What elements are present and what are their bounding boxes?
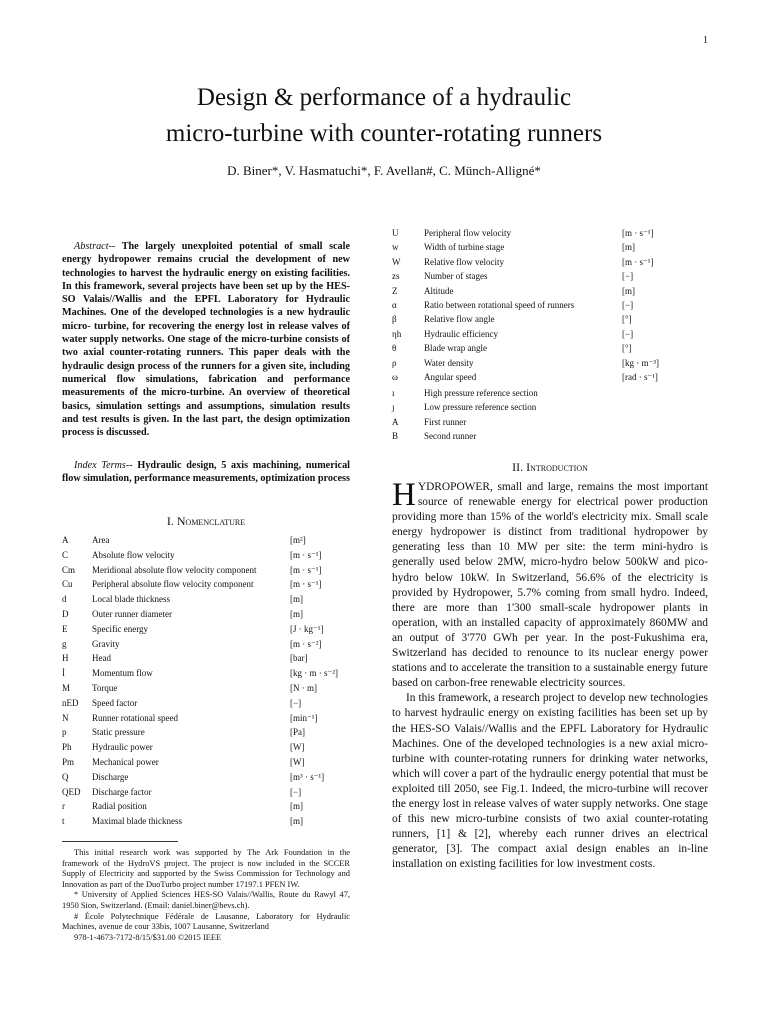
nomenclature-unit: [rad · s⁻¹] bbox=[622, 372, 658, 382]
nomenclature-symbol: ı bbox=[392, 388, 395, 398]
nomenclature-description: Torque bbox=[92, 683, 118, 693]
nomenclature-symbol: A bbox=[62, 535, 69, 545]
nomenclature-unit: [m] bbox=[290, 594, 303, 605]
nomenclature-unit: [m] bbox=[290, 816, 303, 827]
nomenclature-unit: [m · s⁻¹] bbox=[622, 228, 654, 238]
nomenclature-row bbox=[62, 651, 350, 666]
nomenclature-unit: [min⁻¹] bbox=[290, 712, 318, 723]
nomenclature-description: Second runner bbox=[424, 431, 477, 442]
nomenclature-row bbox=[392, 327, 708, 342]
nomenclature-row bbox=[392, 284, 708, 299]
nomenclature-description: Maximal blade thickness bbox=[92, 816, 182, 827]
nomenclature-unit: [m · s⁻¹] bbox=[622, 256, 654, 267]
nomenclature-row bbox=[392, 269, 708, 284]
nomenclature-symbol: Cm bbox=[62, 564, 76, 575]
nomenclature-row bbox=[62, 725, 350, 740]
nomenclature-unit: [−] bbox=[622, 328, 634, 339]
paper-title bbox=[0, 80, 768, 152]
nomenclature-symbol: α bbox=[392, 300, 397, 310]
nomenclature-unit: [bar] bbox=[290, 653, 308, 664]
abstract-label: Abstract-- bbox=[74, 241, 116, 252]
nomenclature-row bbox=[62, 755, 350, 770]
nomenclature-symbol: U bbox=[392, 228, 399, 238]
nomenclature-description: Low pressure reference section bbox=[424, 402, 537, 413]
nomenclature-unit: [m · s⁻²] bbox=[290, 638, 322, 649]
nomenclature-symbol: θ bbox=[392, 343, 397, 354]
nomenclature-description: Blade wrap angle bbox=[424, 343, 487, 354]
nomenclature-symbol: H bbox=[62, 653, 69, 664]
nomenclature-description: Discharge factor bbox=[92, 786, 152, 797]
section-heading-nomenclature bbox=[62, 514, 350, 529]
nomenclature-row bbox=[62, 622, 350, 637]
nomenclature-unit: [W] bbox=[290, 757, 305, 767]
nomenclature-symbol: p bbox=[62, 727, 67, 738]
introduction-text bbox=[392, 477, 708, 872]
nomenclature-description: Absolute flow velocity bbox=[92, 549, 175, 560]
nomenclature-row bbox=[62, 577, 350, 592]
nomenclature-row bbox=[62, 533, 350, 548]
nomenclature-symbol: Ph bbox=[62, 742, 72, 753]
nomenclature-row bbox=[392, 226, 708, 241]
nomenclature-unit: [kg · m · s⁻²] bbox=[290, 668, 338, 679]
nomenclature-description: Ratio between rotational speed of runners bbox=[424, 300, 575, 310]
nomenclature-row bbox=[62, 740, 350, 755]
nomenclature-unit: [kg · m⁻³] bbox=[622, 357, 659, 368]
intro-paragraph-1-text: , small and large, remains the most important source of renewable energy for electrical power production providing more than 15% of the world's electricity mix. Small scale energy hydropower is distinct from traditional hydropower by generating less than 10 MW per site: the term mini-hydro is generally used below 2MW, micro-hydro below 500kW and pico-hydro below 10kW. In Switzerland, 56.6% of the electricity is provided by Hydropower, 5.7% coming from small hydro. Indeed, there are more than 1'300 small-scale hydropower plants in operation, with an installed capacity of approximately 860MW and an output of 3'770 GWh per year. In the post-Fukushima era, Switzerland has decided to renounce to its nuclear energy power stations and to accelerate the transition to a sustainable energy future based on carbon-free renewable electricity sources. bbox=[392, 481, 708, 690]
nomenclature-row bbox=[62, 637, 350, 652]
intro-paragraph-2: In this framework, a research project to develop new technologies to harvest hydraulic energy on existing facilities has been set up by the HES-SO Valais//Wallis and the EPFL Laboratory for Hydraulic Machines. One of the developed technologies is a new axial micro-turbine with counter-rotating runners for drinking water networks, which will cover a part of the hydraulic energy potential that must be exploited till 2050, see Fig.1. Indeed, the micro-turbine will recover the energy lost in release valves of water supply networks. One stage of this new micro-turbine consists of two axial counter-rotating runners, [1] & [2], whereby each runner drives an electrical generator, [3]. The compact axial design enables an in-line installation on existing facilities for low investment costs. bbox=[392, 692, 708, 871]
nomenclature-symbol: İ bbox=[62, 668, 65, 679]
nomenclature-description: Runner rotational speed bbox=[92, 712, 178, 723]
nomenclature-unit: [−] bbox=[622, 271, 634, 282]
nomenclature-symbol: D bbox=[62, 609, 69, 619]
index-terms bbox=[62, 459, 350, 486]
nomenclature-unit: [−] bbox=[622, 300, 634, 310]
nomenclature-symbol: ȷ bbox=[392, 402, 395, 413]
footnote-divider bbox=[62, 841, 178, 842]
nomenclature-symbol: β bbox=[392, 314, 397, 325]
nomenclature-symbol: ρ bbox=[392, 357, 397, 368]
nomenclature-description: Hydraulic power bbox=[92, 742, 153, 753]
nomenclature-row bbox=[62, 770, 350, 785]
nomenclature-description: Water density bbox=[424, 357, 474, 368]
nomenclature-symbol: Cu bbox=[62, 579, 73, 590]
nomenclature-description: Altitude bbox=[424, 285, 454, 296]
abstract bbox=[62, 240, 350, 439]
nomenclature-unit: [m³ · s⁻¹] bbox=[290, 771, 325, 782]
footnote: 978-1-4673-7172-8/15/$31.00 ©2015 IEEE bbox=[74, 932, 222, 942]
nomenclature-description: Specific energy bbox=[92, 623, 149, 634]
nomenclature-symbol: A bbox=[392, 416, 399, 427]
nomenclature-unit: [−] bbox=[290, 786, 302, 797]
nomenclature-description: Meridional absolute flow velocity component bbox=[92, 564, 257, 575]
nomenclature-description: Speed factor bbox=[92, 697, 138, 708]
nomenclature-description: Momentum flow bbox=[92, 668, 153, 679]
nomenclature-description: Mechanical power bbox=[92, 757, 159, 767]
footnote: * University of Applied Sciences HES-SO Valais//Wallis, Route du Rawyl 47, 1950 Sion, Switzerland. (Email: daniel.biner@hevs.ch). bbox=[62, 890, 350, 910]
nomenclature-symbol: t bbox=[62, 816, 65, 827]
nomenclature-symbol: Q bbox=[62, 771, 69, 782]
nomenclature-description: Head bbox=[92, 653, 111, 664]
subscripts-table bbox=[392, 386, 708, 446]
nomenclature-row bbox=[62, 666, 350, 681]
index-terms-label: Index Terms-- bbox=[74, 460, 133, 471]
nomenclature-unit: [N · m] bbox=[290, 683, 317, 693]
nomenclature-symbol: QED bbox=[62, 786, 81, 797]
footnote: This initial research work was supported by The Ark Foundation in the framework of the HydroVS project. The project is now included in the SCCER Supply of Electricity and supported by the Swiss Commission for Technology and Innovation as part of the DuoTurbo project number 17197.1 PFEN IW. bbox=[62, 848, 350, 889]
nomenclature-description: Hydraulic efficiency bbox=[424, 328, 499, 339]
nomenclature-symbol: r bbox=[62, 801, 65, 812]
nomenclature-row bbox=[62, 814, 350, 829]
nomenclature-row bbox=[392, 312, 708, 327]
nomenclature-symbol: M bbox=[62, 683, 71, 693]
title-line-1: Design & performance of a hydraulic bbox=[196, 84, 572, 111]
section-heading-introduction bbox=[392, 460, 708, 475]
nomenclature-unit: [m · s⁻¹] bbox=[290, 564, 322, 575]
nomenclature-table-right bbox=[392, 226, 708, 391]
index-terms-text: Hydraulic design, 5 axis machining, numerical flow simulation, performance measurements, optimization process bbox=[62, 460, 351, 485]
nomenclature-row bbox=[62, 799, 350, 814]
nomenclature-symbol: w bbox=[392, 242, 399, 253]
nomenclature-description: Width of turbine stage bbox=[424, 242, 505, 253]
nomenclature-unit: [m · s⁻¹] bbox=[290, 549, 322, 560]
nomenclature-row bbox=[62, 785, 350, 800]
authors: D. Biner*, V. Hasmatuchi*, F. Avellan#, C. Münch-Alligné* bbox=[227, 163, 541, 178]
nomenclature-unit: [m²] bbox=[290, 535, 306, 545]
title-line-2: micro-turbine with counter-rotating runners bbox=[165, 120, 603, 147]
nomenclature-symbol: Pm bbox=[62, 757, 75, 767]
nomenclature-description: Angular speed bbox=[424, 372, 477, 382]
nomenclature-description: Static pressure bbox=[92, 727, 145, 738]
nomenclature-symbol: C bbox=[62, 549, 69, 560]
nomenclature-unit: [°] bbox=[622, 343, 632, 354]
section-title: Introduction bbox=[526, 460, 588, 474]
nomenclature-unit: [J · kg⁻¹] bbox=[290, 623, 324, 634]
nomenclature-row bbox=[392, 400, 708, 415]
intro-paragraph-1 bbox=[392, 477, 708, 691]
nomenclature-row bbox=[392, 370, 708, 385]
nomenclature-symbol: E bbox=[62, 623, 68, 634]
nomenclature-symbol: d bbox=[62, 594, 67, 605]
nomenclature-symbol: W bbox=[392, 256, 401, 267]
nomenclature-symbol: B bbox=[392, 431, 399, 442]
nomenclature-row bbox=[392, 240, 708, 255]
nomenclature-row bbox=[62, 563, 350, 578]
nomenclature-unit: [m] bbox=[622, 242, 635, 253]
nomenclature-row bbox=[62, 711, 350, 726]
nomenclature-row bbox=[392, 298, 708, 313]
nomenclature-unit: [W] bbox=[290, 742, 305, 753]
nomenclature-unit: [−] bbox=[290, 697, 302, 708]
nomenclature-unit: [m] bbox=[622, 285, 635, 296]
nomenclature-unit: [Pa] bbox=[290, 727, 305, 738]
nomenclature-description: High pressure reference section bbox=[424, 388, 538, 398]
nomenclature-description: Number of stages bbox=[424, 271, 488, 282]
footnote: # École Polytechnique Fédérale de Lausanne, Laboratory for Hydraulic Machines, avenue de cour 33bis, 1007 Lausanne, Switzerland bbox=[62, 911, 350, 932]
intro-lead: YDROPOWER bbox=[417, 481, 490, 493]
nomenclature-row bbox=[392, 429, 708, 444]
nomenclature-description: Peripheral absolute flow velocity component bbox=[92, 579, 254, 590]
nomenclature-description: Area bbox=[92, 535, 110, 545]
nomenclature-row bbox=[392, 255, 708, 270]
abstract-text: The largely unexploited potential of small scale energy hydropower remains crucial the development of new technologies to harvest the hydraulic energy on existing facilities. In this framework, several projects have been set up by the HES-SO Valais//Wallis and the EPFL Laboratory for Hydraulic Machines. One of the developed technologies is a new hydraulic micro- turbine, for recovering the energy lost in release valves of water supply networks. One stage of the micro-turbine consists of two axial counter-rotating runners. This paper deals with the hydraulic design process of the runners for a given site, including numerical flow simulations, fabrication and performance measurements of the micro-turbine. An overview of theoretical basics, simulation settings and assumptions, simulation results and test results is given. In the last part, the design optimization process is discussed. bbox=[62, 241, 350, 439]
nomenclature-symbol: g bbox=[62, 638, 67, 649]
drop-cap: H bbox=[392, 477, 416, 513]
nomenclature-symbol: nED bbox=[62, 697, 79, 708]
nomenclature-description: Discharge bbox=[92, 771, 129, 782]
nomenclature-symbol: zs bbox=[392, 271, 400, 282]
nomenclature-description: Relative flow angle bbox=[424, 314, 495, 325]
nomenclature-description: Relative flow velocity bbox=[424, 256, 504, 267]
nomenclature-unit: [m] bbox=[290, 609, 303, 619]
nomenclature-unit: [°] bbox=[622, 314, 632, 325]
nomenclature-symbol: Z bbox=[392, 285, 398, 296]
nomenclature-symbol: ηh bbox=[392, 328, 402, 339]
page-number: 1 bbox=[703, 35, 708, 46]
nomenclature-description: Outer runner diameter bbox=[92, 609, 172, 619]
nomenclature-row bbox=[62, 548, 350, 563]
footnotes bbox=[62, 848, 350, 943]
nomenclature-symbol: N bbox=[62, 712, 69, 723]
nomenclature-row bbox=[62, 607, 350, 622]
nomenclature-unit: [m] bbox=[290, 801, 303, 812]
nomenclature-table-left bbox=[62, 533, 350, 833]
nomenclature-row bbox=[62, 592, 350, 607]
nomenclature-row bbox=[392, 386, 708, 401]
nomenclature-description: Peripheral flow velocity bbox=[424, 228, 511, 238]
nomenclature-row bbox=[392, 356, 708, 371]
section-title: Nomenclature bbox=[176, 514, 246, 528]
nomenclature-description: Local blade thickness bbox=[92, 594, 170, 605]
nomenclature-description: First runner bbox=[424, 416, 467, 427]
nomenclature-row bbox=[62, 696, 350, 711]
nomenclature-row bbox=[62, 681, 350, 696]
nomenclature-row bbox=[392, 341, 708, 356]
nomenclature-row bbox=[392, 415, 708, 430]
nomenclature-description: Radial position bbox=[92, 801, 147, 812]
section-numeral: II. bbox=[512, 460, 524, 474]
nomenclature-description: Gravity bbox=[92, 638, 120, 649]
nomenclature-unit: [m · s⁻¹] bbox=[290, 579, 322, 590]
section-numeral: I. bbox=[166, 514, 174, 528]
nomenclature-symbol: ω bbox=[392, 372, 398, 382]
